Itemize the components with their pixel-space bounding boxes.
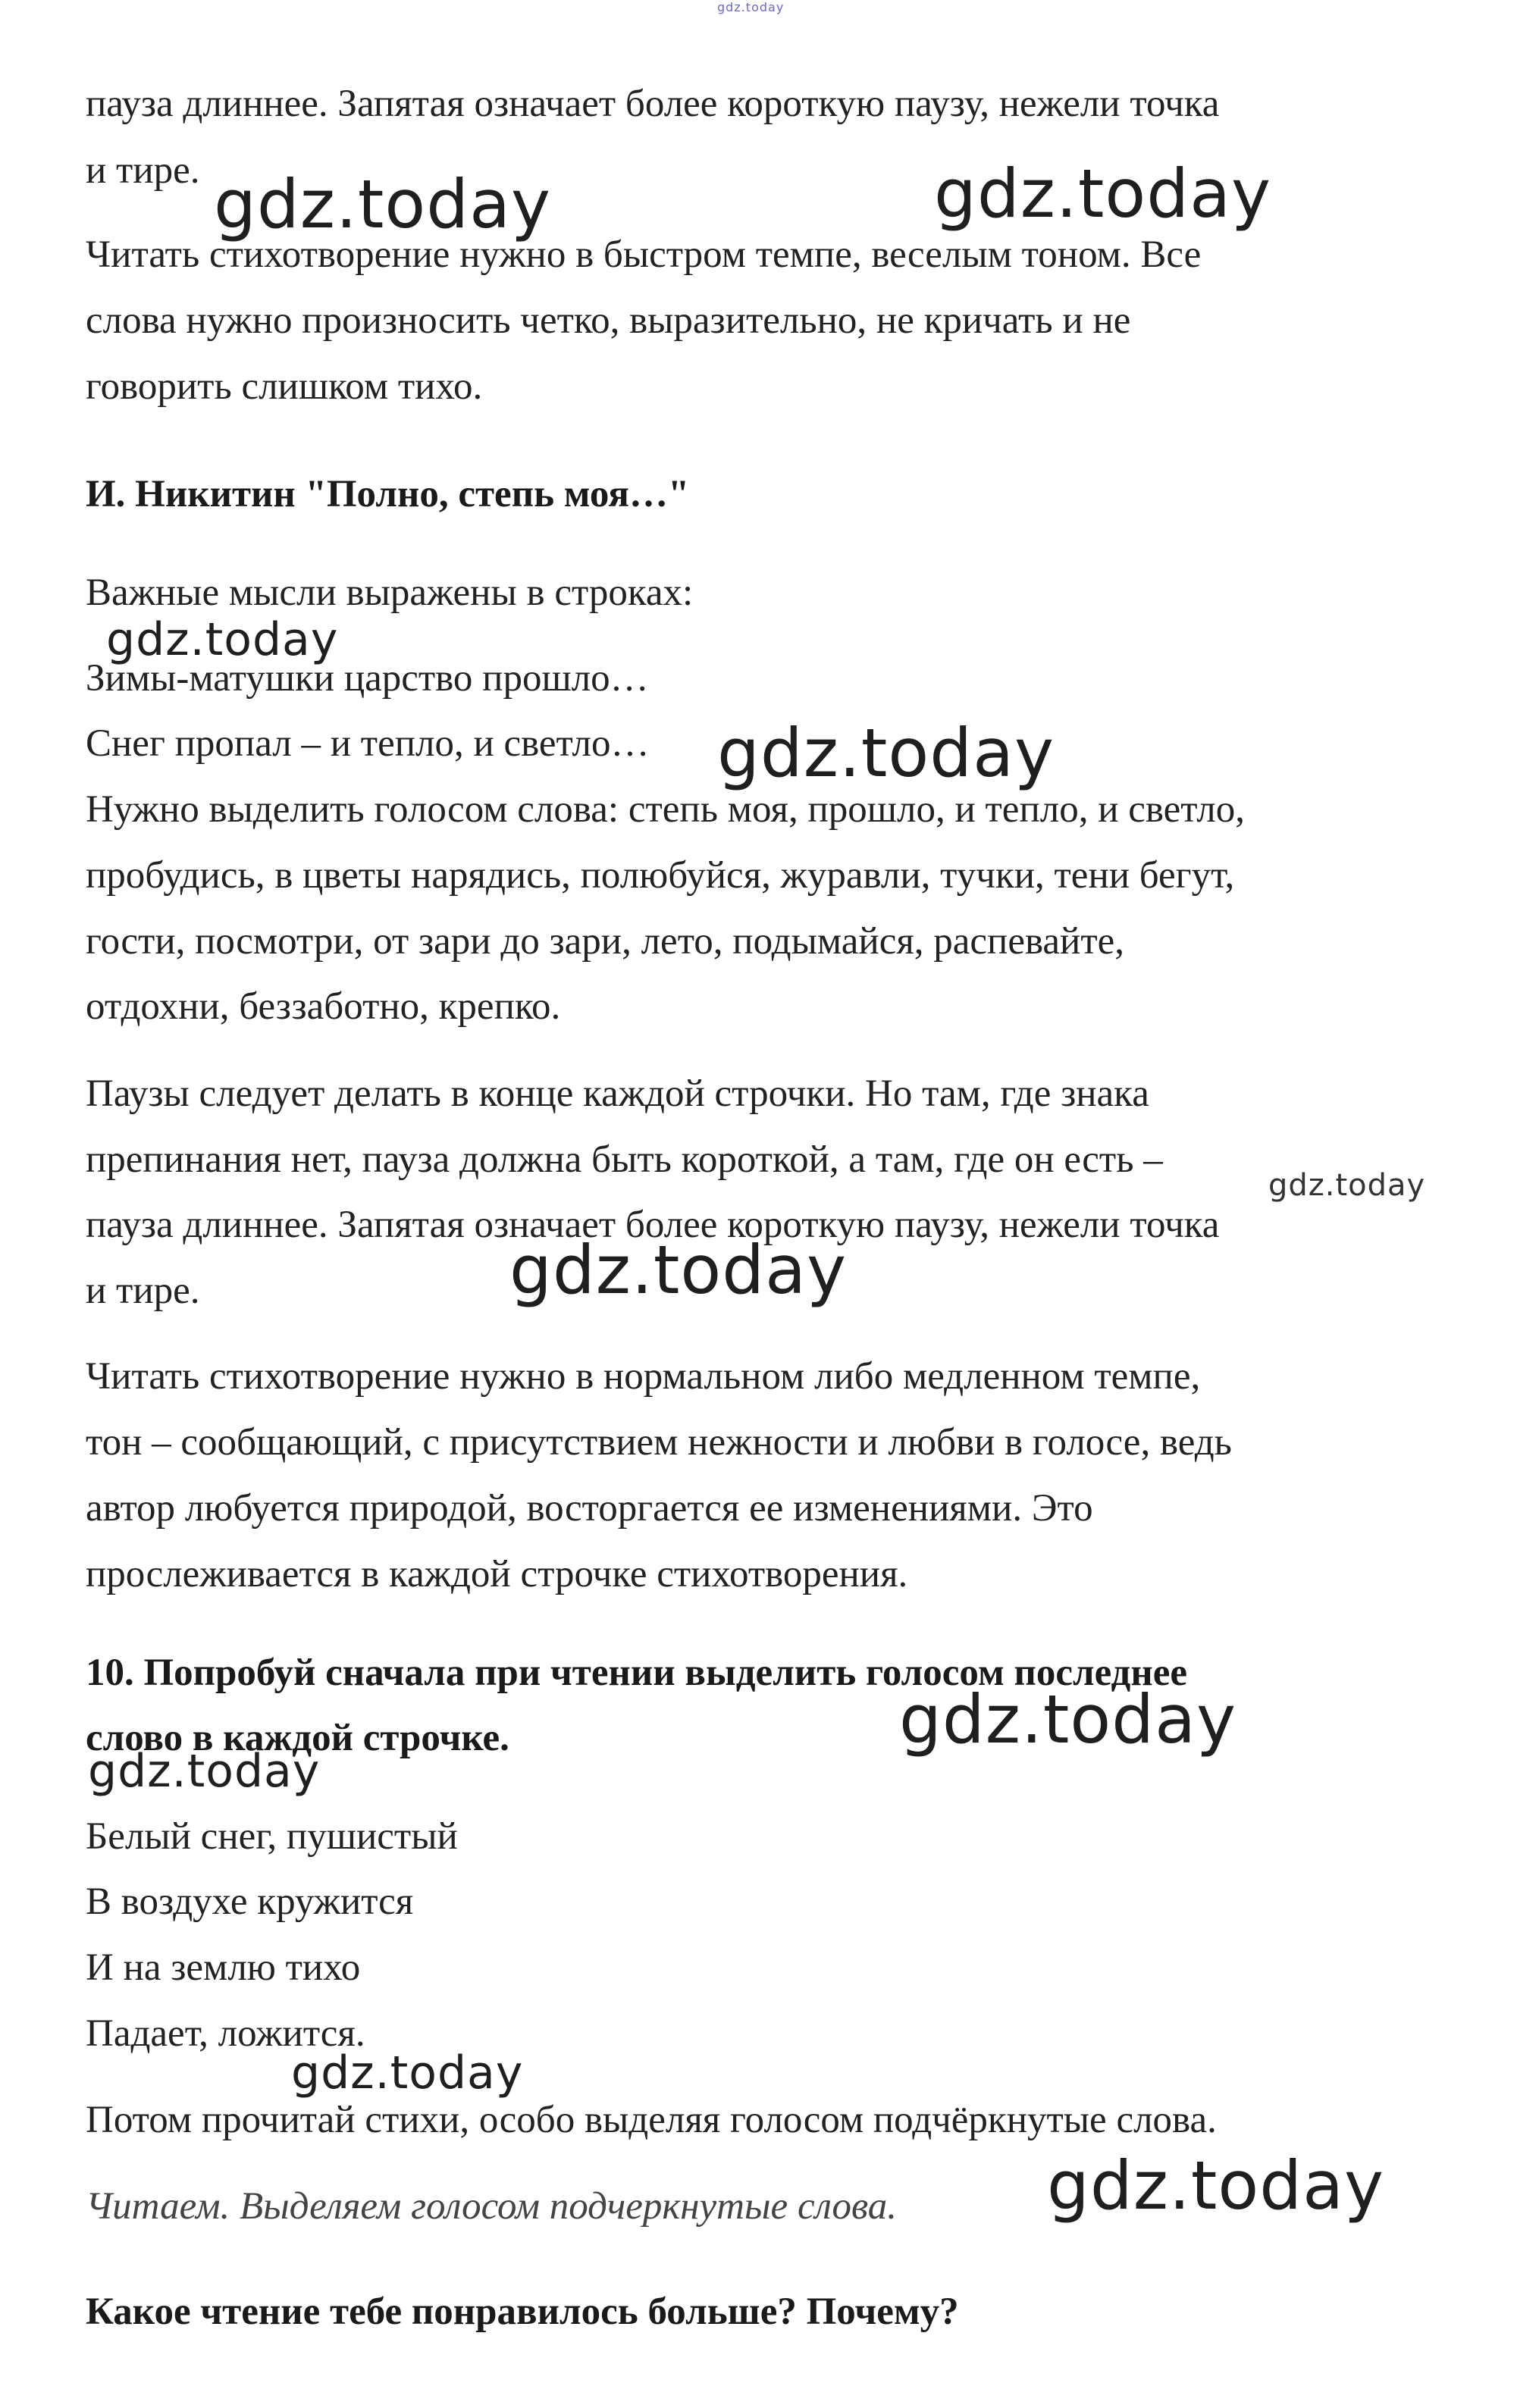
text-line: Потом прочитай стихи, особо выделяя голосом подчёркнутые слова. bbox=[86, 2099, 1217, 2141]
text-line: слова нужно произносить четко, выразительно, не кричать и не bbox=[86, 299, 1131, 342]
text-line: пауза длиннее. Запятая означает более короткую паузу, нежели точка bbox=[86, 1204, 1220, 1246]
text-line: Читать стихотворение нужно в нормальном либо медленном темпе, bbox=[86, 1355, 1201, 1398]
text-line: отдохни, беззаботно, крепко. bbox=[86, 985, 561, 1028]
text-line: автор любуется природой, восторгается ее изменениями. Это bbox=[86, 1487, 1093, 1530]
task-heading: 10. Попробуй сначала при чтении выделить голосом последнее bbox=[86, 1652, 1188, 1694]
text-line: Паузы следует делать в конце каждой строчки. Но там, где знака bbox=[86, 1072, 1149, 1115]
text-line: тон – сообщающий, с присутствием нежности и любви в голосе, ведь bbox=[86, 1421, 1232, 1464]
watermark: gdz.today bbox=[509, 1231, 848, 1309]
poem-line: В воздухе кружится bbox=[86, 1880, 414, 1923]
text-line: пауза длиннее. Запятая означает более короткую паузу, нежели точка bbox=[86, 83, 1220, 125]
text-line: прослеживается в каждой строчке стихотворения. bbox=[86, 1553, 908, 1595]
poem-line: Падает, ложится. bbox=[86, 2012, 365, 2055]
watermark: gdz.today bbox=[717, 714, 1055, 792]
watermark: gdz.today bbox=[899, 1680, 1237, 1758]
task-heading: слово в каждой строчке. bbox=[86, 1717, 509, 1759]
watermark: gdz.today bbox=[1268, 1168, 1426, 1203]
poem-quote-line: Зимы-матушки царство прошло… bbox=[86, 657, 649, 700]
answer-line: Читаем. Выделяем голосом подчеркнутые слова. bbox=[86, 2185, 897, 2228]
text-line: пробудись, в цветы нарядись, полюбуйся, журавли, тучки, тени бегут, bbox=[86, 854, 1235, 897]
poem-quote-line: Снег пропал – и тепло, и светло… bbox=[86, 722, 650, 765]
text-line: Нужно выделить голосом слова: степь моя, прошло, и тепло, и светло, bbox=[86, 788, 1246, 831]
watermark: gdz.today bbox=[214, 165, 552, 243]
watermark-top: gdz.today bbox=[717, 0, 785, 14]
text-line: и тире. bbox=[86, 1270, 200, 1312]
poem-line: И на землю тихо bbox=[86, 1946, 361, 1989]
text-line: Важные мысли выражены в строках: bbox=[86, 571, 694, 614]
question-heading: Какое чтение тебе понравилось больше? Почему? bbox=[86, 2291, 959, 2333]
text-line: препинания нет, пауза должна быть короткой, а там, где он есть – bbox=[86, 1138, 1163, 1181]
text-line: говорить слишком тихо. bbox=[86, 365, 483, 408]
watermark: gdz.today bbox=[934, 155, 1272, 233]
watermark: gdz.today bbox=[291, 2046, 524, 2100]
text-line: гости, посмотри, от зари до зари, лето, подымайся, распевайте, bbox=[86, 920, 1125, 963]
watermark: gdz.today bbox=[1047, 2147, 1385, 2225]
text-line: Читать стихотворение нужно в быстром темпе, веселым тоном. Все bbox=[86, 233, 1202, 276]
text-line: и тире. bbox=[86, 149, 200, 192]
watermark: gdz.today bbox=[88, 1745, 321, 1798]
poem-line: Белый снег, пушистый bbox=[86, 1815, 458, 1858]
section-heading: И. Никитин "Полно, степь моя…" bbox=[86, 473, 690, 515]
watermark: gdz.today bbox=[106, 613, 339, 666]
